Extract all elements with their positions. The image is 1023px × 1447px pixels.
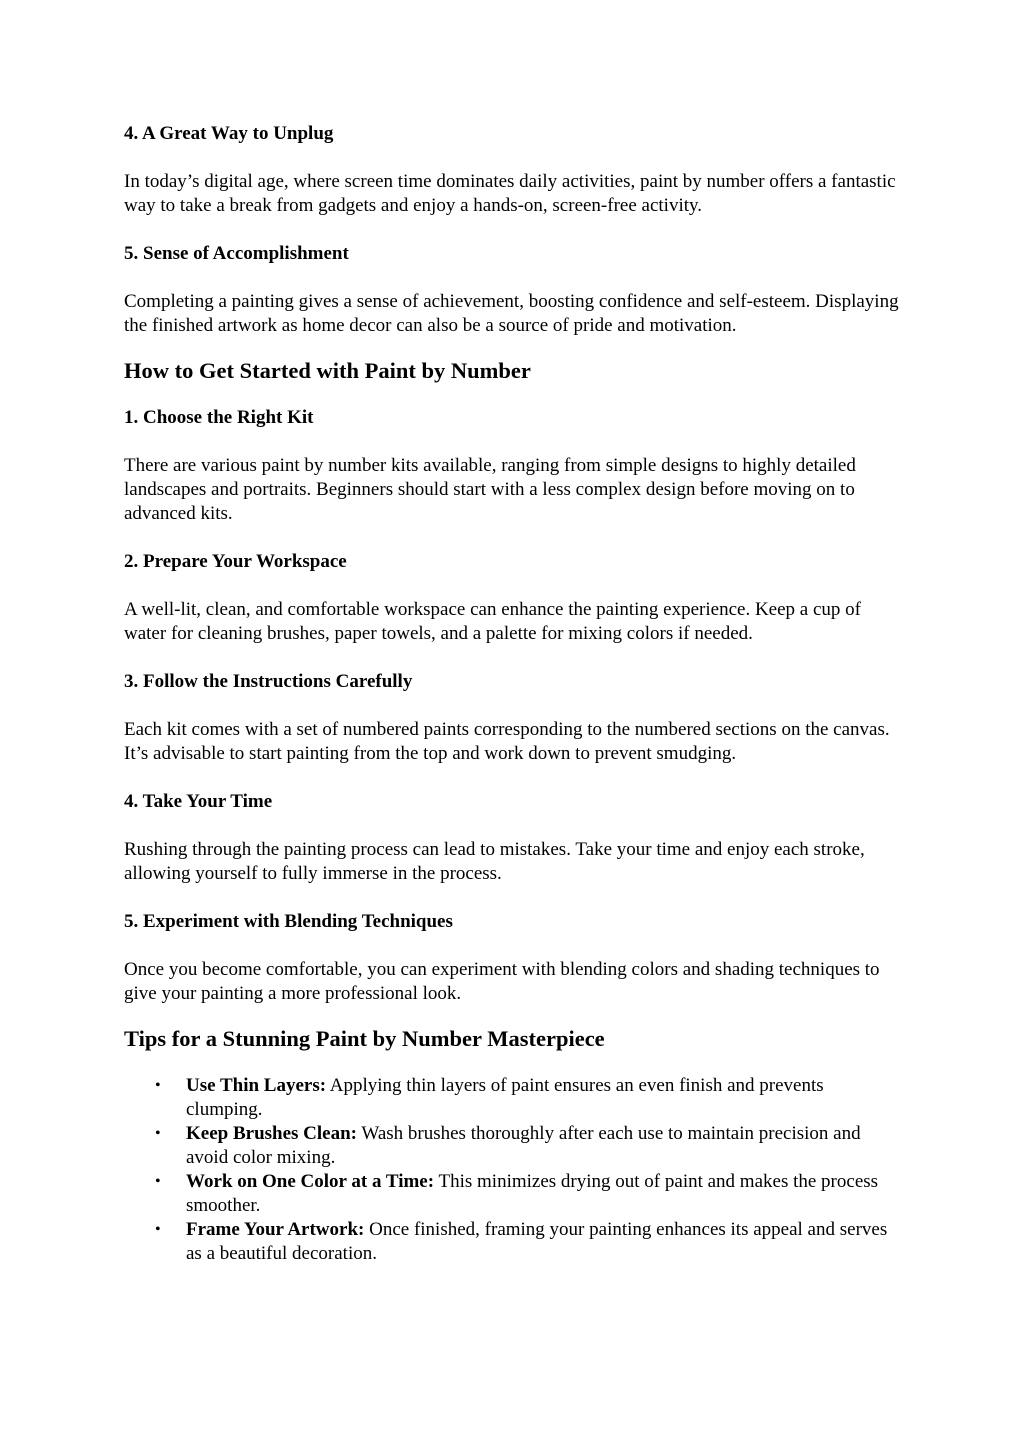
section-heading-accomplishment: 5. Sense of Accomplishment: [124, 243, 349, 264]
step-text-workspace: A well-lit, clean, and comfortable workspace can enhance the painting experience. Keep a cup of water for cleaning brushes, paper towels, and a palette for mixing colors if needed.: [124, 599, 861, 644]
step-text-choose-kit: There are various paint by number kits available, ranging from simple designs to highly detailed landscapes and portraits. Beginners should start with a less complex design before moving on to advanced kits.: [124, 455, 856, 524]
tip-item-thin-layers: [124, 1074, 904, 1122]
tip-item-brushes-clean: [124, 1122, 904, 1170]
step-heading-blending: 5. Experiment with Blending Techniques: [124, 911, 453, 932]
tip-text: Applying thin layers of paint ensures an even finish and prevents clumping.: [186, 1075, 824, 1120]
tip-item-frame-artwork: [124, 1218, 904, 1266]
bullet-icon: •: [155, 1173, 161, 1190]
bullet-icon: •: [155, 1125, 161, 1142]
bullet-icon: •: [155, 1077, 161, 1094]
step-heading-workspace: 2. Prepare Your Workspace: [124, 551, 347, 572]
heading-getting-started: How to Get Started with Paint by Number: [124, 358, 531, 383]
section-heading-unplug: 4. A Great Way to Unplug: [124, 123, 334, 144]
step-heading-choose-kit: 1. Choose the Right Kit: [124, 407, 314, 428]
tip-text: This minimizes drying out of paint and makes the process smoother.: [186, 1171, 879, 1216]
tip-label: Work on One Color at a Time:: [186, 1171, 435, 1192]
tip-label: Keep Brushes Clean:: [186, 1123, 357, 1144]
heading-tips: Tips for a Stunning Paint by Number Masterpiece: [124, 1026, 605, 1051]
step-heading-take-time: 4. Take Your Time: [124, 791, 273, 812]
paragraph-unplug: In today’s digital age, where screen time dominates daily activities, paint by number offers a fantastic way to take a break from gadgets and enjoy a hands-on, screen-free activity.: [124, 171, 896, 216]
tip-item-one-color: [124, 1170, 904, 1218]
tip-text: Wash brushes thoroughly after each use to maintain precision and avoid color mixing.: [186, 1123, 861, 1168]
tip-text: Once finished, framing your painting enhances its appeal and serves as a beautiful decoration.: [186, 1219, 888, 1264]
document-page: [124, 122, 904, 1266]
step-text-blending: Once you become comfortable, you can experiment with blending colors and shading techniques to give your painting a more professional look.: [124, 959, 880, 1004]
tip-label: Use Thin Layers:: [186, 1075, 327, 1096]
step-text-instructions: Each kit comes with a set of numbered paints corresponding to the numbered sections on the canvas. It’s advisable to start painting from the top and work down to prevent smudging.: [124, 719, 890, 764]
step-heading-instructions: 3. Follow the Instructions Carefully: [124, 671, 413, 692]
paragraph-accomplishment: Completing a painting gives a sense of achievement, boosting confidence and self-esteem. Displaying the finished artwork as home decor can also be a source of pride and motivation.: [124, 291, 899, 336]
tip-label: Frame Your Artwork:: [186, 1219, 365, 1240]
step-text-take-time: Rushing through the painting process can lead to mistakes. Take your time and enjoy each stroke, allowing yourself to fully immerse in the process.: [124, 839, 865, 884]
bullet-icon: •: [155, 1221, 161, 1238]
tips-list: [124, 1074, 904, 1266]
